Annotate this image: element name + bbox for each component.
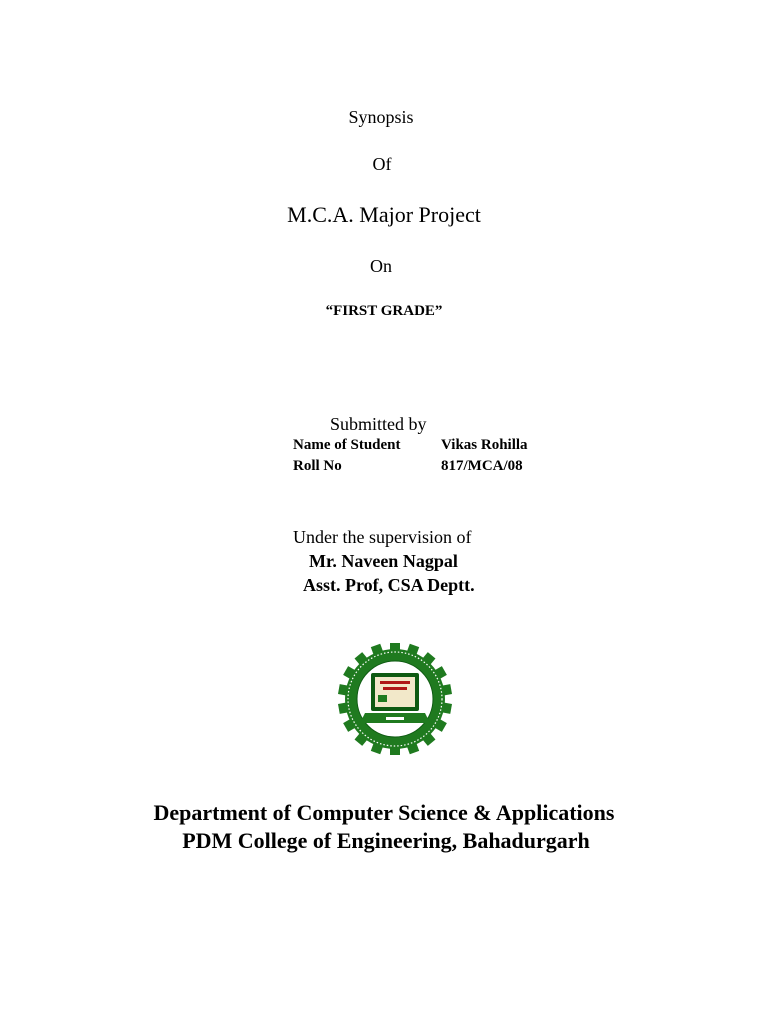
student-name-value: Vikas Rohilla: [441, 437, 528, 453]
of-text: Of: [372, 154, 392, 174]
student-name-label: Name of Student: [293, 437, 401, 453]
screen-text-line-1: [380, 681, 410, 684]
synopsis-heading: Synopsis: [348, 107, 414, 127]
keyboard-trackpad: [386, 717, 404, 720]
college-seal-logo-icon: [334, 643, 456, 755]
supervision-intro: Under the supervision of: [293, 527, 472, 547]
college-name: PDM College of Engineering, Bahadurgarh: [182, 828, 590, 853]
screen-book-icon: [378, 695, 387, 702]
supervisor-role: Asst. Prof, CSA Deptt.: [303, 575, 475, 595]
department-name: Department of Computer Science & Applications: [153, 800, 615, 825]
project-name: “FIRST GRADE”: [325, 303, 443, 319]
submitted-by-label: Submitted by: [330, 414, 427, 434]
roll-no-value: 817/MCA/08: [441, 458, 523, 474]
supervisor-name: Mr. Naveen Nagpal: [309, 551, 458, 571]
screen-text-line-2: [383, 687, 407, 690]
project-title: M.C.A. Major Project: [287, 202, 481, 227]
roll-no-label: Roll No: [293, 458, 342, 474]
on-text: On: [370, 256, 392, 276]
